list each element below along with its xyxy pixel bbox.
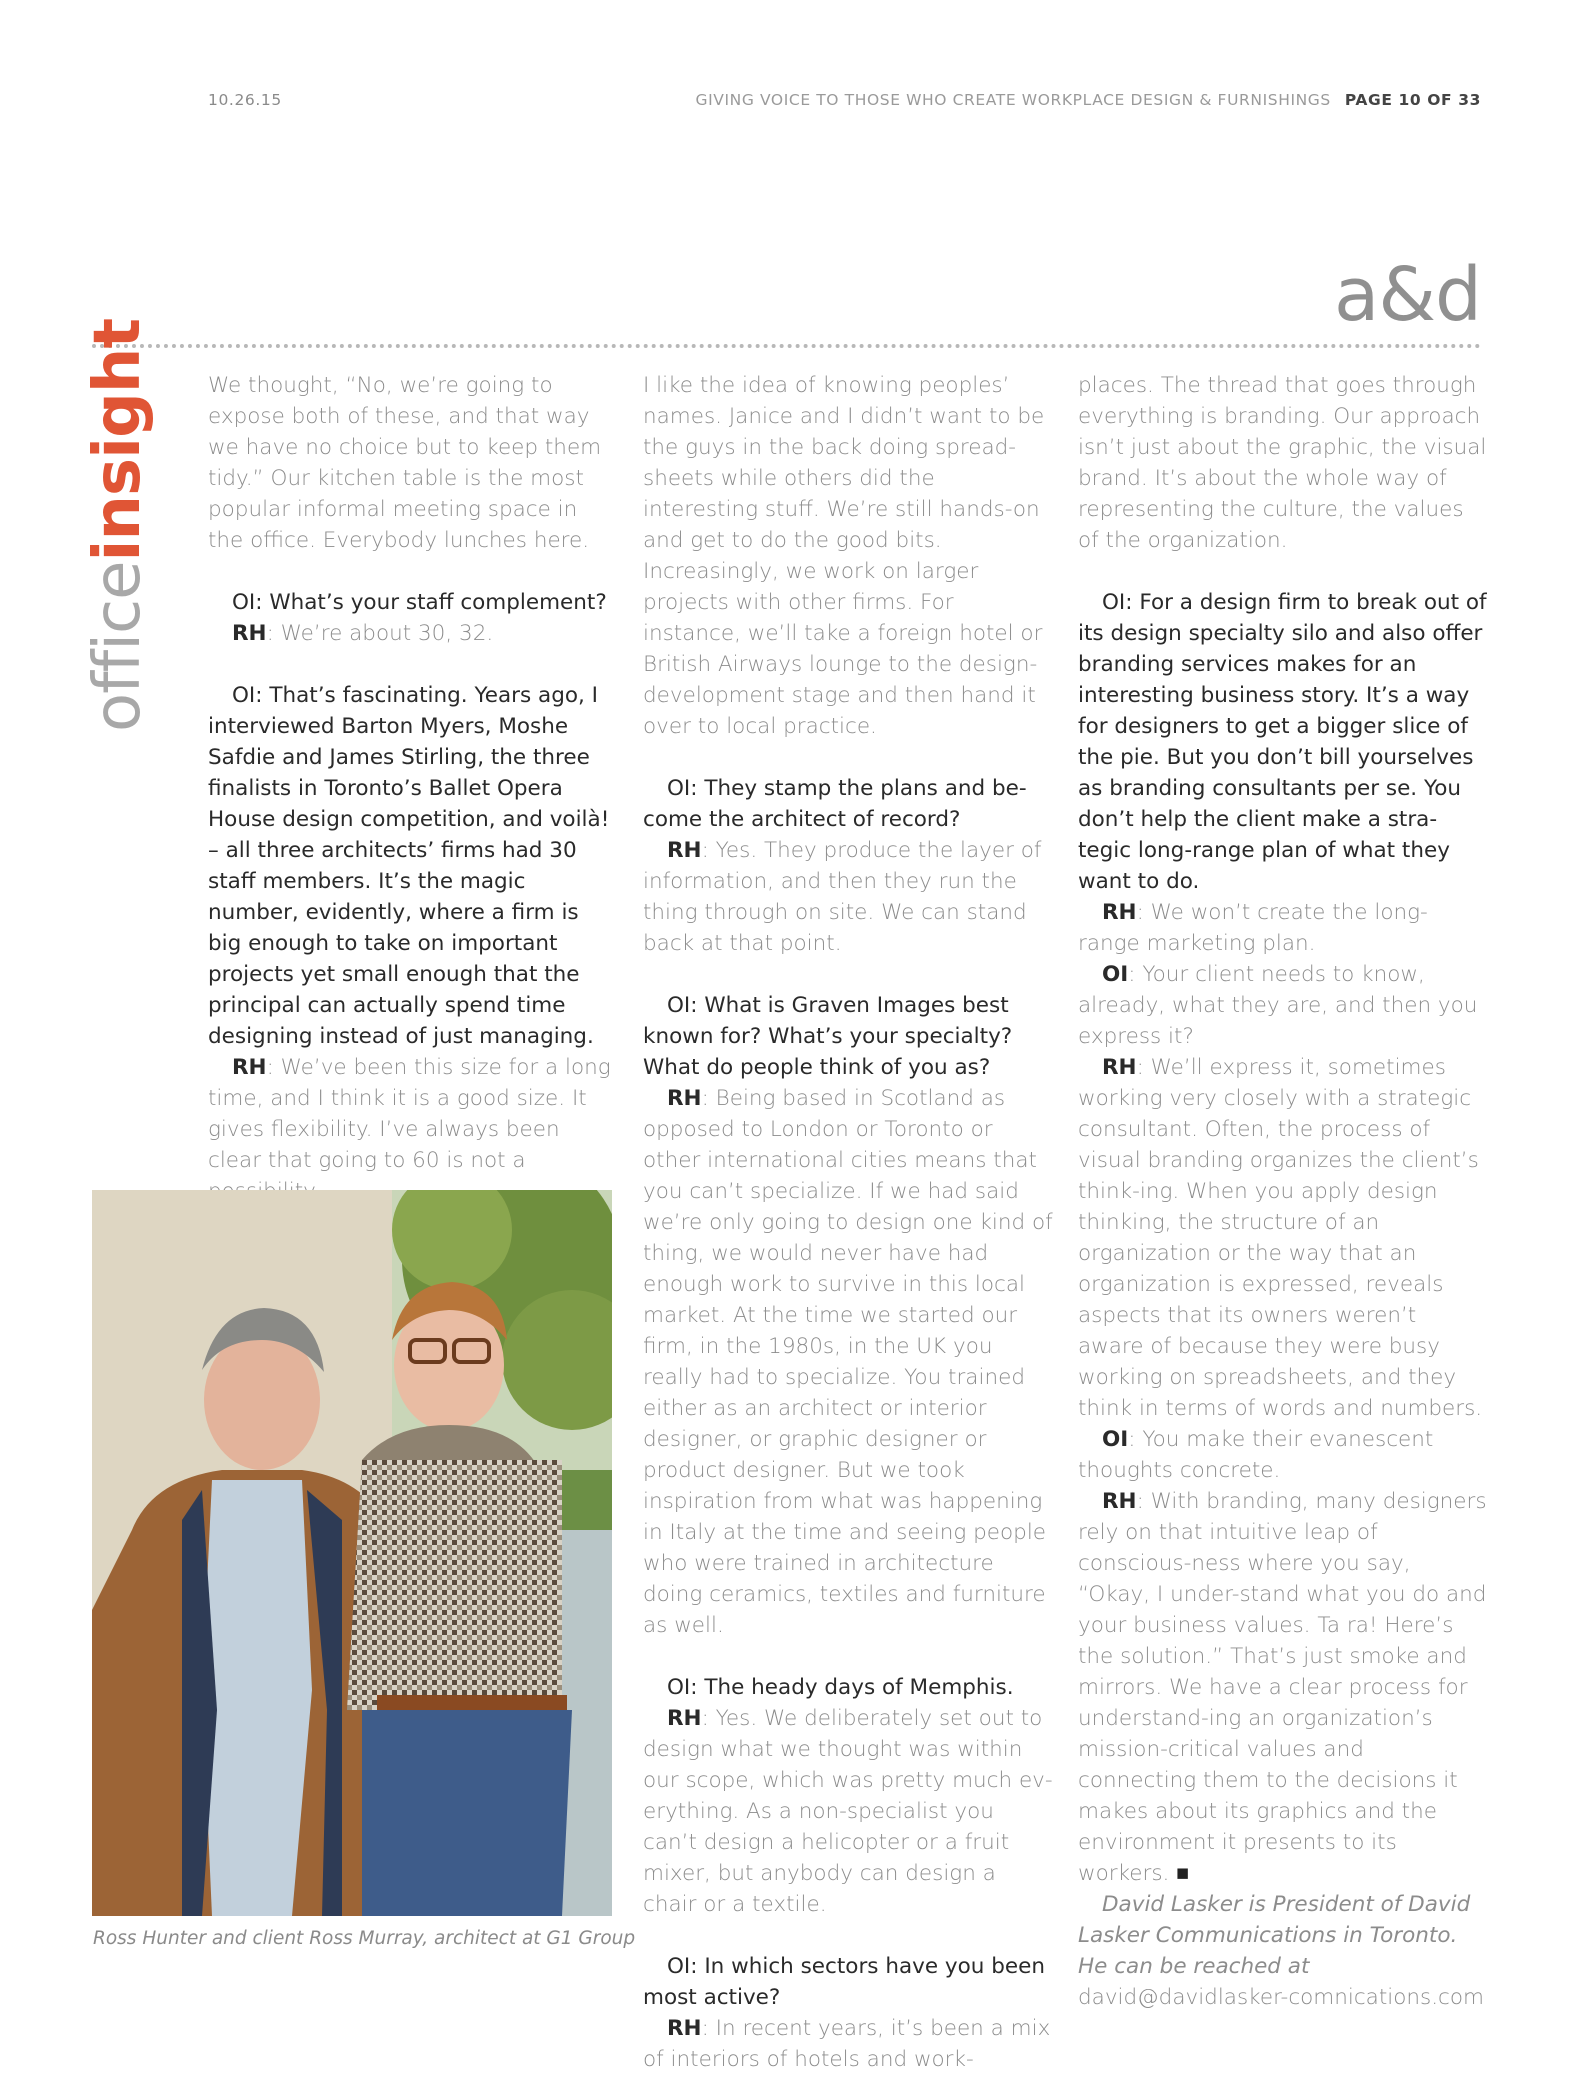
speaker: RH bbox=[1102, 1489, 1137, 1514]
paragraph: I like the idea of knowing peoples’ names. Janice and I didn’t want to be the guys in the back doing spread-sheets while others did the interesting stuff. We’re still hands-on and get to do the good bits. Increasingly, we work on larger projects with other firms. For instance, we’ll take a foreign hotel or British Airways lounge to the design-development stage and then hand it over to local practice. bbox=[643, 373, 1045, 739]
answer-text: : In recent years, it’s been a mix of interiors of hotels and work- bbox=[643, 2016, 1051, 2072]
answer bbox=[208, 1052, 618, 1207]
answer bbox=[1078, 1052, 1488, 1424]
article-column-2 bbox=[643, 370, 1053, 2075]
answer bbox=[643, 835, 1053, 959]
bio-text: David Lasker is President of David Lasker Communications in Toronto. He can be reached at bbox=[1078, 1892, 1471, 1979]
answer bbox=[1078, 897, 1488, 959]
header-tagline: GIVING VOICE TO THOSE WHO CREATE WORKPLACE DESIGN & FURNISHINGS bbox=[695, 91, 1331, 109]
answer bbox=[208, 618, 618, 649]
answer-text: : Yes. We deliberately set out to design what we thought was within our scope, which was pretty much ev-erything. As a non-specialist you can’t design a helicopter or a fruit mixer, but anybody can design a chair or a textile. bbox=[643, 1706, 1053, 1917]
page-number: PAGE 10 OF 33 bbox=[1344, 91, 1481, 109]
speaker: RH bbox=[667, 838, 702, 863]
paragraph: We thought, “No, we’re going to expose both of these, and that way we have no choice but to keep them tidy.” Our kitchen table is the most popular informal meeting space in the office. Everybody lunches here. bbox=[208, 373, 602, 553]
question: OI: In which sectors have you been most active? bbox=[643, 1954, 1045, 2010]
speaker: RH bbox=[1102, 1055, 1137, 1080]
question: OI: What’s your staff complement? bbox=[232, 590, 607, 615]
logo-office: office bbox=[81, 561, 155, 732]
portrait-photo bbox=[92, 1190, 612, 1916]
speaker: RH bbox=[667, 1706, 702, 1731]
author-bio bbox=[1078, 1889, 1488, 2013]
answer-text: : With branding, many designers rely on that intuitive leap of conscious-ness where you say, “Okay, I under-stand what you do and your business values. Ta ra! Here’s the solution.” That’s just smoke and mirrors. We have a clear process for understand-ing an organization’s mission-critical values and connecting them to the decisions it makes about its graphics and the environment it presents to its workers. bbox=[1078, 1489, 1487, 1886]
speaker: RH bbox=[667, 1086, 702, 1111]
question: OI: What is Graven Images best known for? What’s your specialty? What do people think of you as? bbox=[643, 993, 1013, 1080]
issue-date: 10.26.15 bbox=[208, 91, 282, 109]
answer bbox=[1078, 1486, 1488, 1889]
answer-text: : We’re about 30, 32. bbox=[266, 621, 494, 646]
answer-text: : Your client needs to know, already, what they are, and then you express it? bbox=[1078, 962, 1478, 1049]
answer bbox=[1078, 959, 1488, 1052]
question: OI: For a design firm to break out of its design specialty silo and also offer branding services makes for an interesting business story. It’s a way for designers to get a bigger slice of the pie. But you don’t bill yourselves as branding consultants per se. You don’t help the client make a stra-tegic long-range plan of what they want to do. bbox=[1078, 590, 1487, 894]
officeinsight-logo bbox=[81, 318, 155, 732]
question: OI: The heady days of Memphis. bbox=[667, 1675, 1014, 1700]
speaker: OI bbox=[1102, 962, 1129, 987]
speaker: RH bbox=[232, 621, 267, 646]
article-column-1 bbox=[208, 370, 618, 1207]
dotted-divider bbox=[92, 344, 1481, 348]
answer-text: : Yes. They produce the layer of information, and then they run the thing through on site. We can stand back at that point. bbox=[643, 838, 1042, 956]
question: OI: They stamp the plans and be-come the architect of record? bbox=[643, 776, 1027, 832]
answer bbox=[643, 2013, 1053, 2075]
answer-text: : We won’t create the long-range marketing plan. bbox=[1078, 900, 1428, 956]
speaker: RH bbox=[1102, 900, 1137, 925]
answer-text: : We’ve been this size for a long time, and I think it is a good size. It gives flexibility. I’ve always been clear that going to 60 is not a bbox=[208, 1055, 611, 1173]
logo-insight: insight bbox=[81, 318, 155, 562]
speaker: RH bbox=[232, 1055, 267, 1080]
page-header bbox=[696, 91, 1482, 109]
answer bbox=[643, 1703, 1053, 1920]
paragraph: places. The thread that goes through everything is branding. Our approach isn’t just about the graphic, the visual brand. It’s about the whole way of representing the culture, the values of the organization. bbox=[1078, 373, 1487, 553]
answer-text: : You make their evanescent thoughts concrete. bbox=[1078, 1427, 1434, 1483]
article-column-3 bbox=[1078, 370, 1488, 2013]
author-email-link[interactable]: david@davidlasker-comnications.com bbox=[1078, 1985, 1484, 2010]
answer bbox=[1078, 1424, 1488, 1486]
photo-caption: Ross Hunter and client Ross Murray, architect at G1 Group bbox=[93, 1928, 636, 1949]
speaker: OI bbox=[1102, 1427, 1129, 1452]
answer bbox=[643, 1083, 1053, 1641]
answer-text: : We’ll express it, sometimes working very closely with a strategic consultant. Often, the process of visual branding organizes the client’s think-ing. When you apply design thinking, the structure of an organization or the way that an organization is expressed, reveals aspects that its owners weren’t aware of because they were busy working on spreadsheets, and they think in terms of words and numbers. bbox=[1078, 1055, 1483, 1421]
section-tag: a&d bbox=[1333, 252, 1481, 338]
question: OI: That’s fascinating. Years ago, I interviewed Barton Myers, Moshe Safdie and James Stirling, the three finalists in Toronto’s Ballet Opera House design competition, and voilà! – all three architects’ firms had 30 staff members. It’s the magic number, evidently, where a firm is big enough to take on important projects yet small enough that the principal can actually spend time designing instead of just managing. bbox=[208, 683, 610, 1049]
end-mark: ■ bbox=[1176, 1861, 1190, 1886]
answer-text: : Being based in Scotland as opposed to London or Toronto or other international cities means that you can’t specialize. If we had said we’re only going to design one kind of thing, we would never have had enough work to survive in this local market. At the time we started our firm, in the 1980s, in the UK you really had to specialize. You trained either as an architect or interior designer, or graphic designer or product designer. But we took inspiration from what was happening in Italy at the time and seeing people who were trained in architecture doing ceramics, textiles and furniture as well. bbox=[643, 1086, 1053, 1638]
speaker: RH bbox=[667, 2016, 702, 2041]
